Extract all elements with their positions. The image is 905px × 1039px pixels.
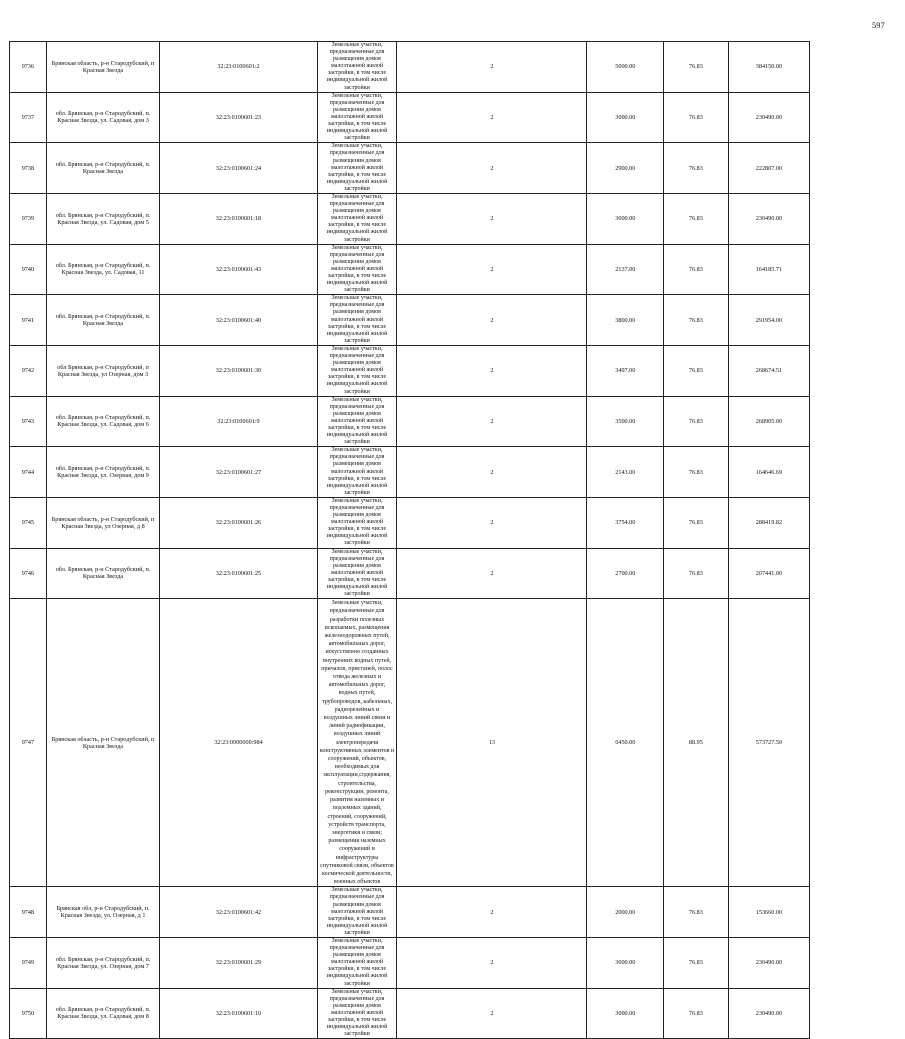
cadastral-value-cell: 222807.00 (728, 143, 810, 194)
specific-value-cell: 76.83 (664, 295, 728, 346)
address-cell: обл. Брянская, р-н Стародубский, п. Красная Звезда (46, 548, 159, 599)
specific-value-cell: 76.83 (664, 345, 728, 396)
address-cell: обл. Брянская, р-н Стародубский, п. Красная Звезда (46, 295, 159, 346)
cadastral-value-cell: 164646.69 (728, 447, 810, 498)
group-cell: 2 (397, 887, 587, 938)
address-cell: Брянская обл, р-н Стародубский, п. Красная Звезда, ул. Озерная, д 1 (46, 887, 159, 938)
row-number-cell: 9742 (10, 345, 47, 396)
row-number-cell: 9740 (10, 244, 47, 295)
address-cell: обл. Брянская, р-н Стародубский, п. Красная Звезда, ул. Садовая, дом 3 (46, 92, 159, 143)
address-cell: обл Брянская, р-н Стародубский, п Красная Звезда, ул Озерная, дом 3 (46, 345, 159, 396)
cadastral-number-cell: 32:23:0100601:26 (160, 497, 317, 548)
permitted-use-cell: Земельные участки, предназначенные для размещения домов малоэтажной жилой застройки, в том числе индивидуальной жилой застройки (317, 887, 397, 938)
group-cell: 13 (397, 599, 587, 887)
table-row (10, 548, 887, 599)
table-row (10, 345, 887, 396)
cadastral-value-cell: 230490.00 (728, 193, 810, 244)
area-cell: 5000.00 (587, 42, 664, 93)
area-cell: 2137.00 (587, 244, 664, 295)
table-row (10, 193, 887, 244)
area-cell: 3497.00 (587, 345, 664, 396)
area-cell: 3500.00 (587, 396, 664, 447)
address-cell: обл. Брянская, р-н Стародубский, п. Красная Звезда, ул. Садовая, дом 5 (46, 193, 159, 244)
permitted-use-cell: Земельные участки, предназначенные для размещения домов малоэтажной жилой застройки, в том числе индивидуальной жилой застройки (317, 295, 397, 346)
group-cell: 2 (397, 92, 587, 143)
cadastral-value-cell: 164185.71 (728, 244, 810, 295)
permitted-use-cell: Земельные участки, предназначенные для размещения домов малоэтажной жилой застройки, в том числе индивидуальной жилой застройки (317, 42, 397, 93)
specific-value-cell: 76.83 (664, 988, 728, 1039)
cadastral-number-cell: 32:23:0100601:25 (160, 548, 317, 599)
row-number-cell: 9741 (10, 295, 47, 346)
specific-value-cell: 76.83 (664, 92, 728, 143)
permitted-use-cell: Земельные участки, предназначенные для размещения домов малоэтажной жилой застройки, в том числе индивидуальной жилой застройки (317, 345, 397, 396)
row-number-cell: 9747 (10, 599, 47, 887)
row-number-cell: 9737 (10, 92, 47, 143)
group-cell: 2 (397, 244, 587, 295)
table-body (10, 42, 887, 1039)
cadastral-number-cell: 32:23:0100601:42 (160, 887, 317, 938)
specific-value-cell: 76.83 (664, 244, 728, 295)
cadastral-number-cell: 32:23:0100601:9 (160, 396, 317, 447)
row-number-cell: 9736 (10, 42, 47, 93)
area-cell: 3754.00 (587, 497, 664, 548)
cadastral-number-cell: 32:23:0100601:43 (160, 244, 317, 295)
table-row (10, 887, 887, 938)
group-cell: 2 (397, 988, 587, 1039)
row-number-cell: 9738 (10, 143, 47, 194)
area-cell: 2000.00 (587, 887, 664, 938)
group-cell: 2 (397, 345, 587, 396)
specific-value-cell: 76.83 (664, 937, 728, 988)
address-cell: обл. Брянская, р-н Стародубский, п. Красная Звезда, ул. Озерная, дом 7 (46, 937, 159, 988)
group-cell: 2 (397, 447, 587, 498)
area-cell: 2700.00 (587, 548, 664, 599)
area-cell: 3000.00 (587, 937, 664, 988)
group-cell: 2 (397, 396, 587, 447)
cadastral-value-cell: 153660.00 (728, 887, 810, 938)
cadastral-number-cell: 32:23:0100601:29 (160, 937, 317, 988)
table-row (10, 92, 887, 143)
cadastral-value-cell: 268674.51 (728, 345, 810, 396)
cadastral-number-cell: 32:23:0000000:984 (160, 599, 317, 887)
permitted-use-cell: Земельные участки, предназначенные для размещения домов малоэтажной жилой застройки, в том числе индивидуальной жилой застройки (317, 193, 397, 244)
area-cell: 2143.00 (587, 447, 664, 498)
row-number-cell: 9748 (10, 887, 47, 938)
cadastral-value-cell: 291954.00 (728, 295, 810, 346)
cadastral-value-cell: 573727.50 (728, 599, 810, 887)
table-row (10, 937, 887, 988)
specific-value-cell: 76.83 (664, 447, 728, 498)
table-row (10, 447, 887, 498)
specific-value-cell: 76.83 (664, 887, 728, 938)
cadastral-value-cell: 230490.00 (728, 937, 810, 988)
cadastral-number-cell: 32:23:0100601:27 (160, 447, 317, 498)
address-cell: обл. Брянская, р-н Стародубский, п. Красная Звезда, ул. Озерная, дом 9 (46, 447, 159, 498)
cadastral-value-cell: 230490.00 (728, 92, 810, 143)
group-cell: 2 (397, 497, 587, 548)
area-cell: 3000.00 (587, 92, 664, 143)
group-cell: 2 (397, 548, 587, 599)
cadastral-number-cell: 32:23:0100601:40 (160, 295, 317, 346)
permitted-use-cell: Земельные участки, предназначенные для размещения домов малоэтажной жилой застройки, в том числе индивидуальной жилой застройки (317, 988, 397, 1039)
permitted-use-cell: Земельные участки, предназначенные для размещения домов малоэтажной жилой застройки, в том числе индивидуальной жилой застройки (317, 143, 397, 194)
group-cell: 2 (397, 42, 587, 93)
area-cell: 2900.00 (587, 143, 664, 194)
address-cell: обл. Брянская, р-н Стародубский, п. Красная Звезда, ул. Садовая, дом 8 (46, 988, 159, 1039)
row-number-cell: 9750 (10, 988, 47, 1039)
row-number-cell: 9744 (10, 447, 47, 498)
specific-value-cell: 76.83 (664, 396, 728, 447)
table-row (10, 497, 887, 548)
address-cell: обл. Брянская, р-н Стародубский, п. Красная Звезда (46, 143, 159, 194)
area-cell: 3000.00 (587, 193, 664, 244)
cadastral-value-cell: 288419.82 (728, 497, 810, 548)
cadastral-number-cell: 32:23:0100601:23 (160, 92, 317, 143)
specific-value-cell: 76.83 (664, 548, 728, 599)
table-row (10, 143, 887, 194)
table-row (10, 599, 887, 887)
permitted-use-cell: Земельные участки, предназначенные для размещения домов малоэтажной жилой застройки, в том числе индивидуальной жилой застройки (317, 396, 397, 447)
cadastral-number-cell: 32:23:0100601:2 (160, 42, 317, 93)
address-cell: обл. Брянская, р-н Стародубский, п. Красная Звезда, ул. Садовая, 11 (46, 244, 159, 295)
cadastral-number-cell: 32:23:0100601:24 (160, 143, 317, 194)
group-cell: 2 (397, 143, 587, 194)
group-cell: 2 (397, 937, 587, 988)
table-row (10, 295, 887, 346)
cadastral-valuation-table (9, 41, 887, 1039)
specific-value-cell: 76.83 (664, 143, 728, 194)
cadastral-value-cell: 207441.00 (728, 548, 810, 599)
cadastral-number-cell: 32:23:0100601:18 (160, 193, 317, 244)
permitted-use-cell: Земельные участки, предназначенные для размещения домов малоэтажной жилой застройки, в том числе индивидуальной жилой застройки (317, 497, 397, 548)
permitted-use-cell: Земельные участки, предназначенные для размещения домов малоэтажной жилой застройки, в том числе индивидуальной жилой застройки (317, 244, 397, 295)
address-cell: Брянская область, р-н Стародубский, п Красная Звезда (46, 42, 159, 93)
group-cell: 2 (397, 193, 587, 244)
cadastral-value-cell: 230490.00 (728, 988, 810, 1039)
area-cell: 3800.00 (587, 295, 664, 346)
cadastral-value-cell: 384150.00 (728, 42, 810, 93)
cadastral-number-cell: 32:23:0100601:10 (160, 988, 317, 1039)
specific-value-cell: 76.83 (664, 42, 728, 93)
table-row (10, 244, 887, 295)
row-number-cell: 9746 (10, 548, 47, 599)
table-row (10, 396, 887, 447)
row-number-cell: 9743 (10, 396, 47, 447)
specific-value-cell: 88.95 (664, 599, 728, 887)
specific-value-cell: 76.83 (664, 193, 728, 244)
table-row (10, 42, 887, 93)
cadastral-number-cell: 32:23:0100601:30 (160, 345, 317, 396)
permitted-use-cell: Земельные участки, предназначенные для размещения домов малоэтажной жилой застройки, в том числе индивидуальной жилой застройки (317, 92, 397, 143)
address-cell: Брянская область, р-н Стародубский, п Красная Звезда (46, 599, 159, 887)
address-cell: Брянская область, р-н Стародубский, п Красная Звезда, ул Озерная, д 8 (46, 497, 159, 548)
cadastral-value-cell: 268905.00 (728, 396, 810, 447)
permitted-use-cell: Земельные участки, предназначенные для разработки полезных ископаемых, размещения железнодорожных путей, автомобильных дорог, искусственно созданных внутренних водных путей, причалов, пристаней, полос отвода железных и автомобильных дорог, водных путей, трубопроводов, кабельных, радиорелейных и воздушных линий связи и линий радиофикации, воздушных линий электропередачи конструктивных элементов и сооружений, объектов, необходимых для эксплуатации,содержания, строительства, реконструкции, ремонта, развития наземных и подземных зданий, строений, сооружений, устройств транспорта, энергетики и связи; размещения наземных сооружений и инфраструктуры спутниковой связи, объектов космической деятельности, военных объектов (317, 599, 397, 887)
row-number-cell: 9749 (10, 937, 47, 988)
area-cell: 6450.00 (587, 599, 664, 887)
row-number-cell: 9745 (10, 497, 47, 548)
permitted-use-cell: Земельные участки, предназначенные для размещения домов малоэтажной жилой застройки, в том числе индивидуальной жилой застройки (317, 447, 397, 498)
address-cell: обл. Брянская, р-н Стародубский, п. Красная Звезда, ул. Садовая, дом 6 (46, 396, 159, 447)
table-row (10, 988, 887, 1039)
permitted-use-cell: Земельные участки, предназначенные для размещения домов малоэтажной жилой застройки, в том числе индивидуальной жилой застройки (317, 937, 397, 988)
row-number-cell: 9739 (10, 193, 47, 244)
group-cell: 2 (397, 295, 587, 346)
specific-value-cell: 76.83 (664, 497, 728, 548)
page-number: 597 (872, 20, 885, 30)
area-cell: 3000.00 (587, 988, 664, 1039)
permitted-use-cell: Земельные участки, предназначенные для размещения домов малоэтажной жилой застройки, в том числе индивидуальной жилой застройки (317, 548, 397, 599)
